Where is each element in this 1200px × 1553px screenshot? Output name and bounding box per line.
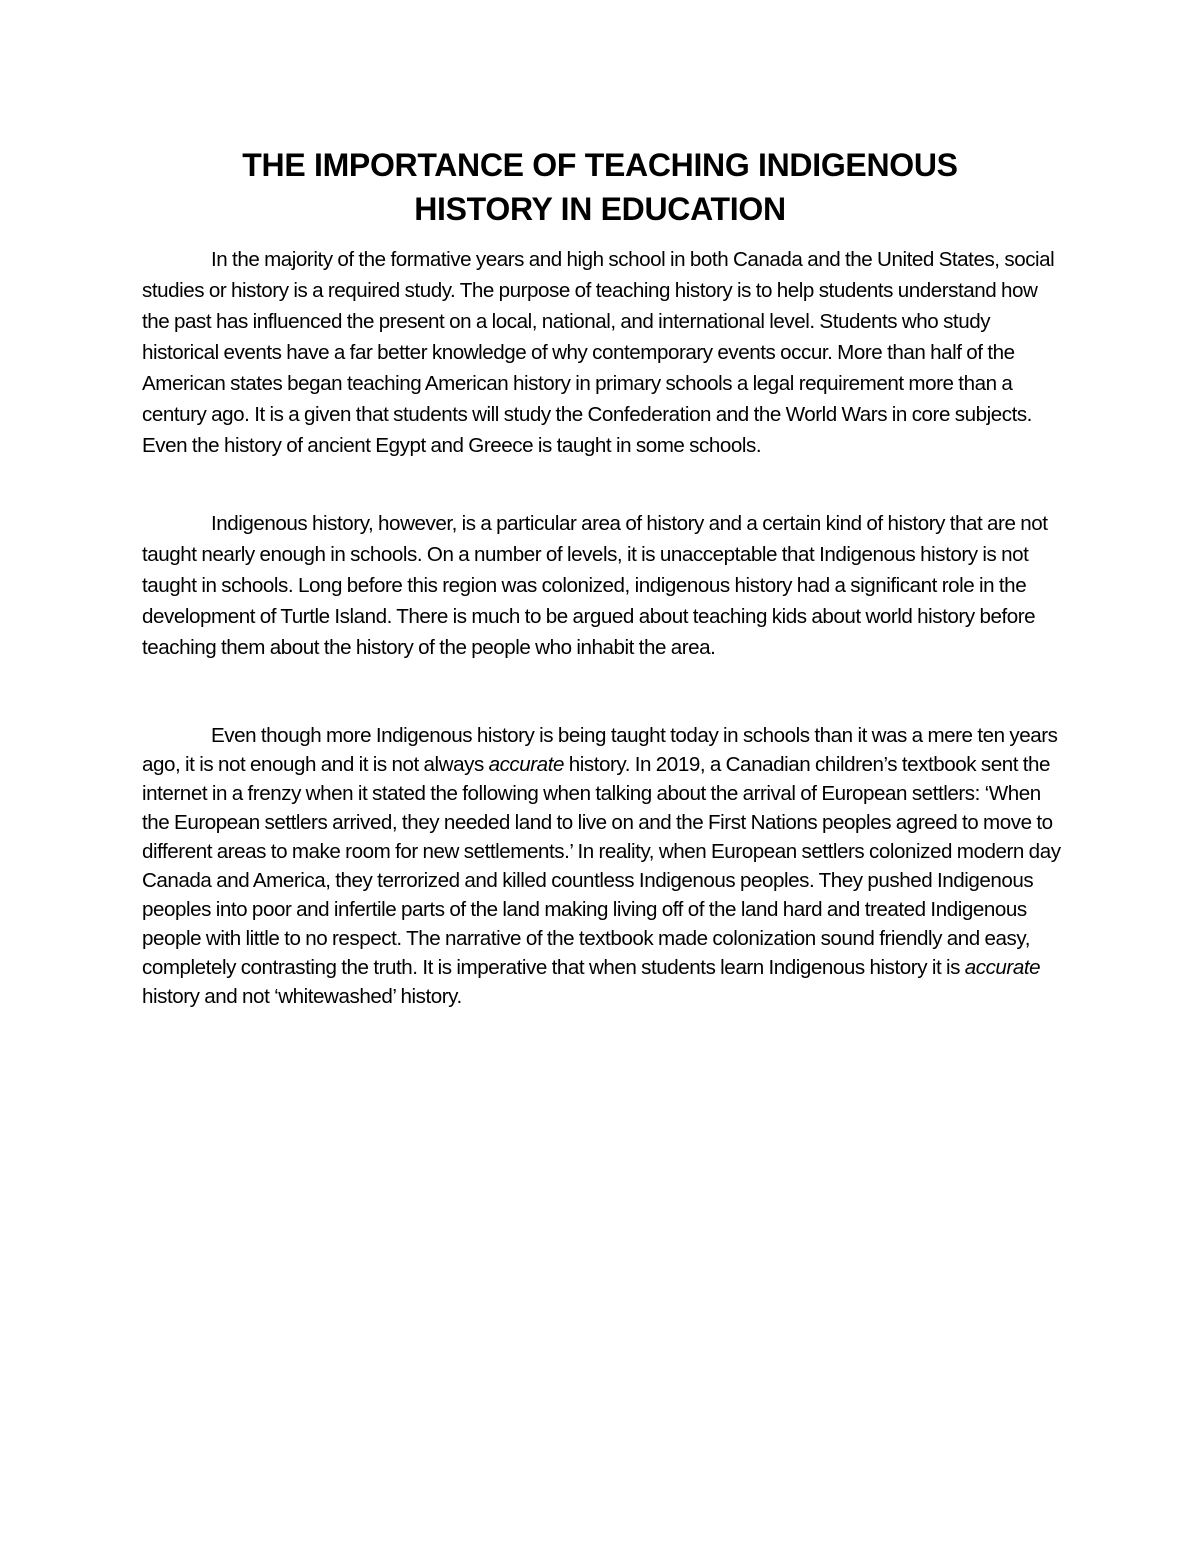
document-title-line-2: HISTORY IN EDUCATION — [414, 191, 786, 227]
document-title-line-1: THE IMPORTANCE OF TEACHING INDIGENOUS — [242, 147, 958, 183]
paragraph-3-emphasis-2: accurate — [964, 956, 1041, 979]
paragraph-3-emphasis-1: accurate — [488, 753, 564, 776]
paragraph-3-text-1: Even though more Indigenous history is being taught today in schools than it was a mere ten years ago, it is not enough and it is not always — [142, 724, 1058, 776]
paragraph-3 — [142, 721, 1067, 1011]
paragraph-1: In the majority of the formative years and high school in both Canada and the United States, social studies or history is a required study. The purpose of teaching history is to help students understand how the past has influenced the present on a local, national, and international level. Students who study historical events have a far better knowledge of why contemporary events occur. More than half of the American states began teaching American history in primary schools a legal requirement more than a century ago. It is a given that students will study the Confederation and the World Wars in core subjects. Even the history of ancient Egypt and Greece is taught in some schools. — [142, 248, 1055, 457]
document-title — [100, 143, 1100, 231]
paragraph-3-text-3: history and not ‘whitewashed’ history. — [142, 985, 462, 1008]
paragraph-2: Indigenous history, however, is a particular area of history and a certain kind of history that are not taught nearly enough in schools. On a number of levels, it is unacceptable that Indigenous history is not taught in schools. Long before this region was colonized, indigenous history had a significant role in the development of Turtle Island. There is much to be argued about teaching kids about world history before teaching them about the history of the people who inhabit the area. — [142, 512, 1048, 659]
paragraph-3-text-2: history. In 2019, a Canadian children’s textbook sent the internet in a frenzy when it stated the following when talking about the arrival of European settlers: ‘When the European settlers arrived, they needed land to live on and the First Nations peoples agreed to move to different areas to make room for new settlements.’ In reality, when European settlers colonized modern day Canada and America, they terrorized and killed countless Indigenous peoples. They pushed Indigenous peoples into poor and infertile parts of the land making living off of the land hard and treated Indigenous people with little to no respect. The narrative of the textbook made colonization sound friendly and easy, completely contrasting the truth. It is imperative that when students learn Indigenous history it is — [142, 753, 1061, 979]
